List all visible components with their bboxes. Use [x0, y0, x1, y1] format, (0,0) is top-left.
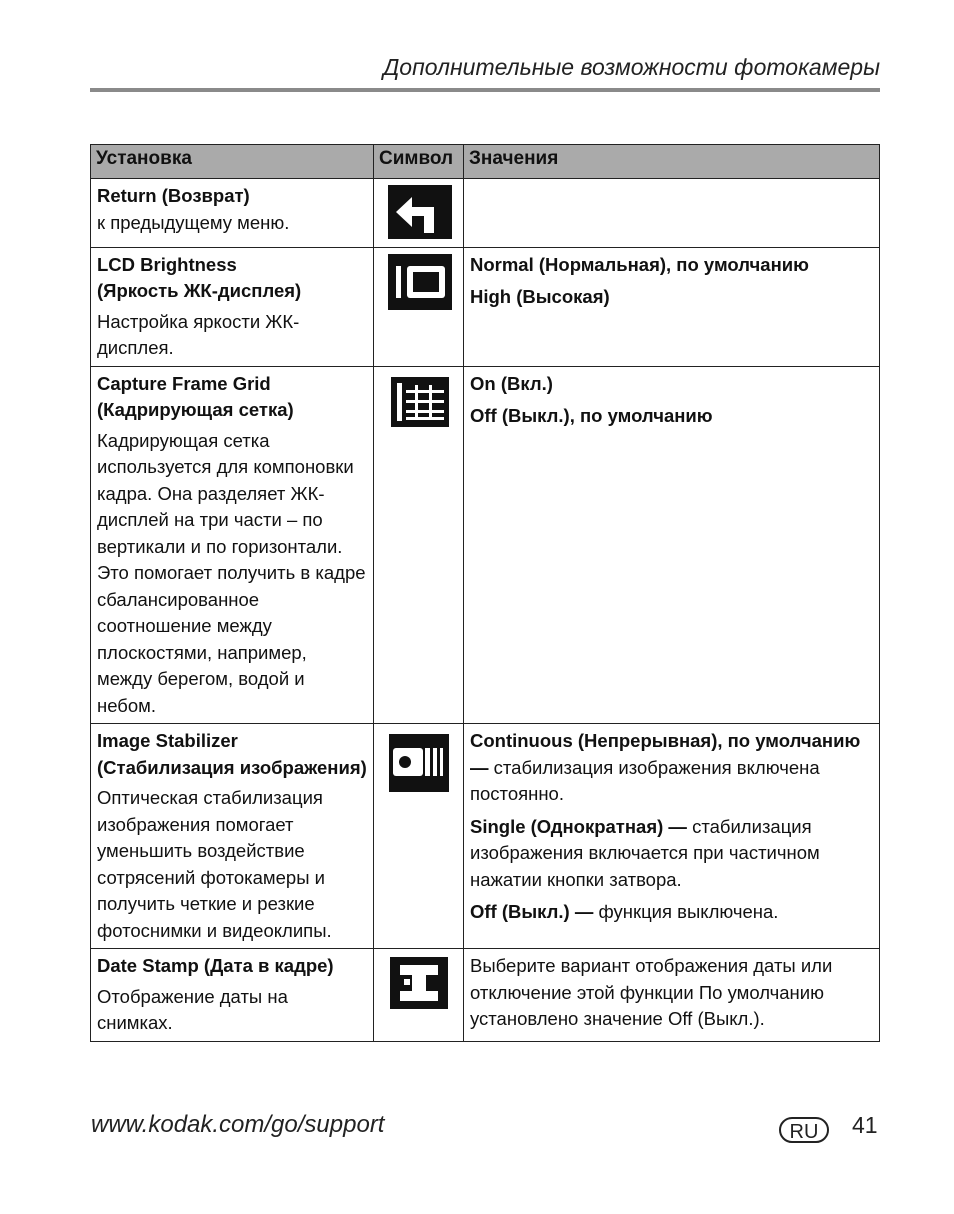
setting-title: LCD Brightness: [97, 253, 237, 275]
symbol-cell: [374, 366, 464, 724]
setting-description: Кадрирующая сетка используется для компоновки кадра. Она разделяет ЖК-дисплей на три части – по вертикали и по горизонтали. Это помогает получить в кадре сбалансированное соотношение между плоскостями, например, между берегом, водой и небом.: [97, 429, 366, 716]
setting-title: Image Stabilizer: [97, 730, 238, 751]
values-cell: [464, 247, 880, 366]
value-text: стабилизация изображения включена постоянно.: [470, 756, 820, 804]
language-badge: RU: [779, 1117, 829, 1143]
values-cell: [464, 366, 880, 724]
value-text: Выберите вариант отображения даты или отключение этой функции По умолчанию установлено значение Off (Выкл.).: [470, 955, 833, 1029]
values-cell: [464, 179, 880, 248]
table-row: [91, 724, 880, 949]
column-header-symbol: Символ: [374, 145, 464, 179]
page-header-title: Дополнительные возможности фотокамеры: [383, 54, 880, 80]
setting-cell: [91, 179, 374, 248]
setting-cell: [91, 949, 374, 1042]
table-header-row: [91, 145, 880, 179]
table-row: [91, 247, 880, 366]
value-option: Off (Выкл.), по умолчанию: [470, 405, 713, 426]
support-url: www.kodak.com/go/support: [91, 1111, 385, 1138]
value-option: High (Высокая): [470, 286, 610, 307]
setting-cell: [91, 247, 374, 366]
setting-cell: [91, 366, 374, 724]
value-text: функция выключена.: [593, 901, 779, 922]
date-stamp-icon: [390, 957, 448, 1009]
symbol-cell: [374, 179, 464, 248]
header-divider: [90, 88, 880, 92]
column-header-values: Значения: [464, 145, 880, 179]
return-icon: [388, 185, 452, 239]
values-cell: [464, 949, 880, 1042]
value-label: Off (Выкл.) —: [470, 901, 594, 922]
setting-description: Отображение даты на снимках.: [97, 985, 288, 1033]
value-label: Single (Однократная) —: [470, 815, 687, 837]
page-number: 41: [852, 1112, 878, 1138]
table-row: [91, 179, 880, 248]
setting-cell: [91, 724, 374, 949]
value-option: On (Вкл.): [470, 372, 553, 394]
setting-title: Capture Frame Grid: [97, 372, 271, 394]
setting-description: к предыдущему меню.: [97, 211, 290, 233]
column-header-setting: Установка: [91, 145, 374, 179]
table-row: [91, 949, 880, 1042]
setting-subtitle: (Кадрирующая сетка): [97, 399, 294, 420]
value-option: [470, 814, 873, 894]
setting-description: Настройка яркости ЖК-дисплея.: [97, 310, 300, 358]
frame-grid-icon: [391, 377, 449, 427]
setting-description: Оптическая стабилизация изображения помогает уменьшить воздействие сотрясений фотокамеры и получить четкие и резкие фотоснимки и видеоклипы.: [97, 787, 332, 941]
setting-title: Date Stamp (Дата в кадре): [97, 955, 334, 976]
value-text: стабилизация изображения включается при частичном нажатии кнопки затвора.: [470, 815, 820, 890]
symbol-cell: [374, 247, 464, 366]
values-cell: [464, 724, 880, 949]
setting-title: Return (Возврат): [97, 185, 250, 206]
table-row: [91, 366, 880, 724]
value-option: Normal (Нормальная), по умолчанию: [470, 253, 809, 275]
image-stabilizer-icon: [389, 734, 449, 792]
setting-subtitle: (Стабилизация изображения): [97, 756, 367, 778]
symbol-cell: [374, 724, 464, 949]
symbol-cell: [374, 949, 464, 1042]
setting-subtitle: (Яркость ЖК-дисплея): [97, 280, 302, 301]
settings-table: [90, 144, 880, 1042]
value-option: [470, 728, 873, 808]
value-label: Continuous (Непрерывная), по умолчанию —: [470, 730, 861, 778]
value-option: [470, 899, 873, 926]
lcd-brightness-icon: [388, 254, 452, 310]
